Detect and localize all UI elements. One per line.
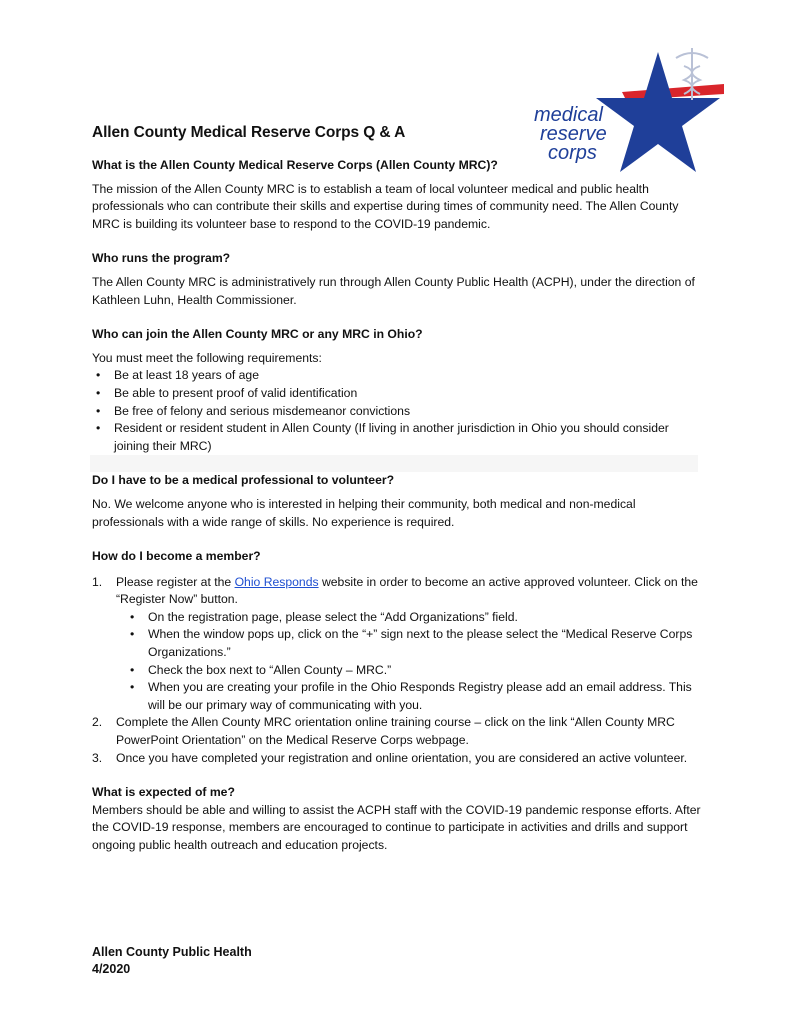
question-heading: What is expected of me?: [92, 785, 235, 800]
logo-word-reserve: reserve: [540, 123, 607, 145]
step-item: [92, 714, 702, 749]
footer-date: 4/2020: [92, 962, 131, 976]
list-item: • Be at least 18 years of age: [92, 367, 702, 385]
question-heading: Who runs the program?: [92, 251, 231, 266]
logo-red-stripe: [622, 84, 724, 100]
step-text: Please register at the: [116, 574, 235, 589]
answer-paragraph: No. We welcome anyone who is interested in helping their community, both medical and non-medical professionals with a wide range of skills. No experience is required.: [92, 496, 636, 529]
step-item: [92, 574, 702, 609]
question-heading: What is the Allen County Medical Reserve Corps (Allen County MRC)?: [92, 158, 498, 172]
mrc-logo: [526, 44, 724, 174]
steps-list: [92, 574, 702, 609]
page-footer: [92, 944, 252, 978]
requirements-intro: You must meet the following requirements:: [92, 350, 322, 365]
list-item: • When you are creating your profile in the Ohio Responds Registry please add an email address. This will be our primary way of communicating with you.: [92, 679, 702, 714]
qa-content: [92, 157, 702, 855]
qa-section-what-is-mrc: [92, 157, 702, 233]
step-number: 3.: [92, 750, 103, 765]
qa-section-who-can-join: [92, 326, 702, 455]
question-heading: Do I have to be a medical professional to volunteer?: [92, 473, 395, 488]
list-item: • When the window pops up, click on the “+” sign next to the please select the “Medical Reserve Corps Organizations.”: [92, 626, 702, 661]
registration-substeps: [92, 609, 702, 715]
ohio-responds-link[interactable]: Ohio Responds: [234, 574, 319, 589]
list-item: • Resident or resident student in Allen County (If living in another jurisdiction in Ohio you should consider joining their MRC): [92, 420, 702, 455]
answer-paragraph: Members should be able and willing to assist the ACPH staff with the COVID-19 pandemic response efforts. After the COVID-19 response, members are encouraged to continue to participate in activities and drills and support ongoing public health outreach and education projects.: [92, 802, 701, 852]
answer-paragraph: The mission of the Allen County MRC is to establish a team of local volunteer medical and public health professionals who can contribute their skills and expertise during times of community need. The Allen County MRC is building its volunteer base to respond to the COVID-19 pandemic.: [92, 181, 679, 231]
step-number: 2.: [92, 715, 103, 730]
qa-section-become-member: [92, 548, 702, 767]
list-item: • Check the box next to “Allen County – MRC.”: [92, 662, 702, 680]
question-heading: How do I become a member?: [92, 549, 261, 564]
qa-section-who-runs: [92, 250, 702, 309]
footer-org: Allen County Public Health: [92, 945, 252, 959]
step-text: Once you have completed your registration and online orientation, you are considered an active volunteer.: [116, 750, 688, 765]
step-text: website in order to become an active approved volunteer. Click on the “Register Now” button.: [116, 574, 698, 607]
step-item: [92, 750, 702, 768]
question-heading: Who can join the Allen County MRC or any MRC in Ohio?: [92, 327, 423, 342]
logo-star-icon: [596, 52, 720, 172]
list-item: • Be able to present proof of valid identification: [92, 385, 702, 403]
document-title: Allen County Medical Reserve Corps Q & A: [92, 124, 406, 141]
requirements-list: [92, 367, 702, 455]
logo-word-medical: medical: [534, 104, 603, 126]
step-text: Complete the Allen County MRC orientation online training course – click on the link “Allen County MRC PowerPoint Orientation” on the Medical Reserve Corps webpage.: [116, 715, 675, 748]
answer-paragraph: The Allen County MRC is administratively run through Allen County Public Health (ACPH), under the direction of Kathleen Luhn, Health Commissioner.: [92, 274, 695, 307]
steps-list-continued: [92, 714, 702, 767]
step-number: 1.: [92, 574, 103, 589]
list-item: • Be free of felony and serious misdemeanor convictions: [92, 403, 702, 421]
logo-word-corps: corps: [548, 142, 597, 164]
list-item: • On the registration page, please select the “Add Organizations” field.: [92, 609, 702, 627]
qa-section-medical-professional: [92, 472, 702, 531]
qa-section-expectations: [92, 784, 702, 854]
